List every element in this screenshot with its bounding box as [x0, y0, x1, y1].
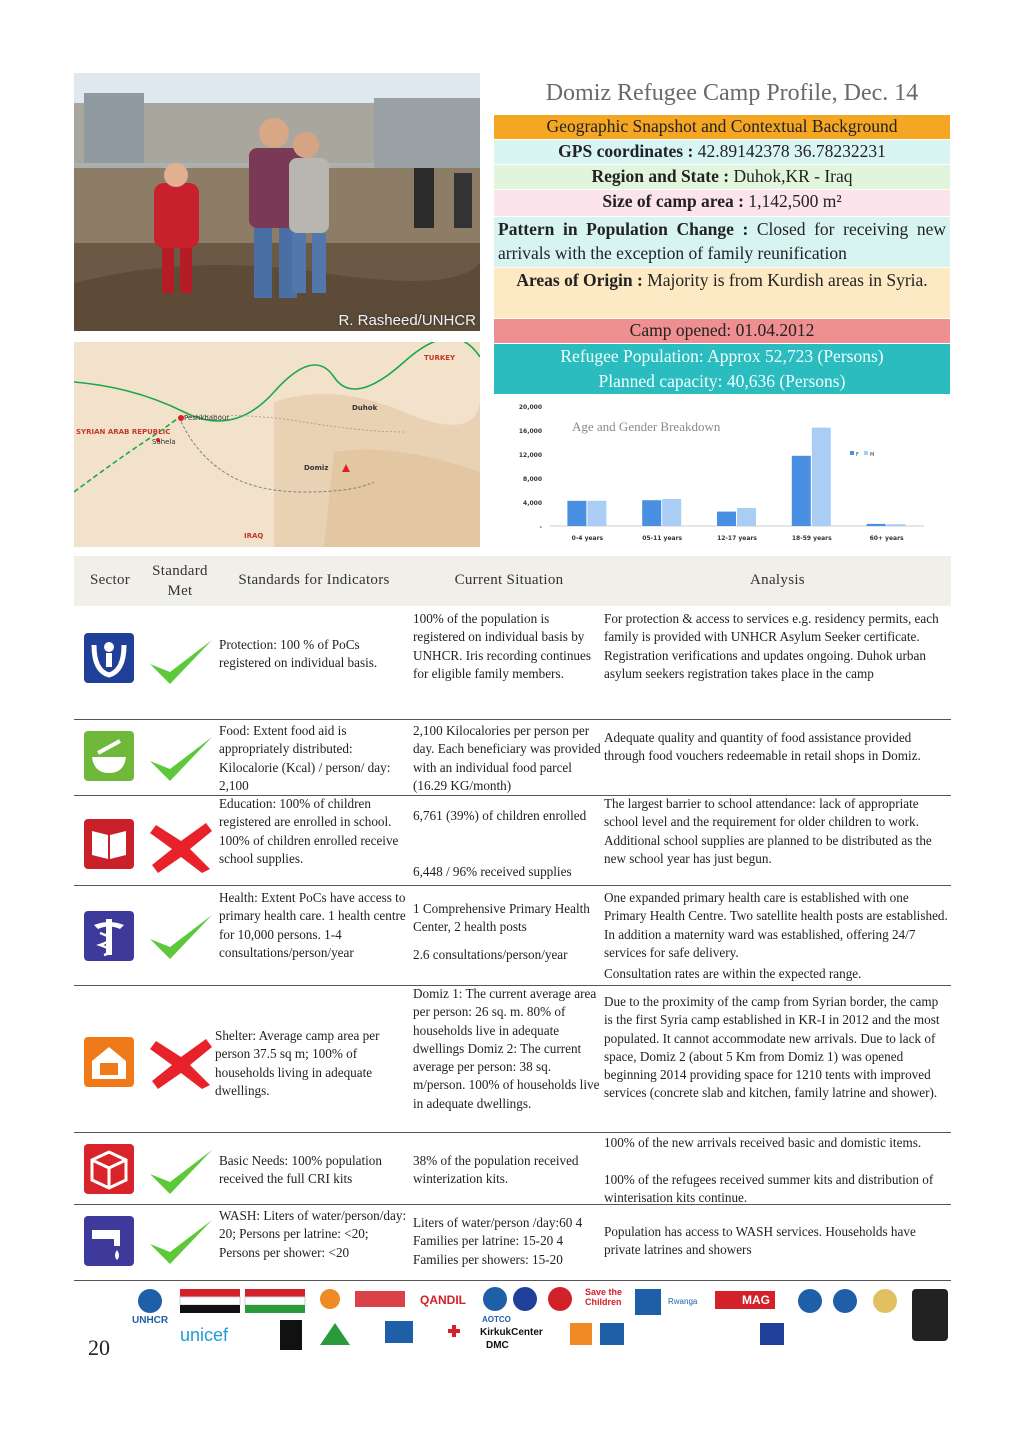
analysis-text: For protection & access to services e.g. residency permits, each family is provided with UNHCR Asylum Seeker certificate. Registration verifications and updates ongoing. Duhok urban asylum seekers registration takes place in the camp [604, 611, 939, 681]
bar-f [642, 500, 661, 526]
map-label-peshkhabour: Peshkhabour [184, 414, 230, 422]
partner-logos [130, 1285, 950, 1355]
table-row [74, 887, 951, 986]
table-row [74, 797, 951, 886]
current-text: 100% of the population is registered on individual basis by UNHCR. Iris recording continues for eligible family members. [413, 611, 591, 681]
analysis-text: The largest barrier to school attendance: lack of appropriate school level and the requirement for older children to work. Additional school supplies are planned to be distributed as the new school year has just begun. [604, 796, 932, 866]
y-tick-label: - [539, 524, 542, 531]
x-tick-label: 0-4 years [571, 535, 604, 542]
current-text: Liters of water/person /day:60 4 Families per latrine: 15-20 4 Families per showers: 15-20 [413, 1215, 583, 1267]
bar-f [867, 524, 886, 526]
standard-text: Education: 100% of children registered are enrolled in school. 100% of children enrolled receive school supplies. [219, 796, 399, 866]
map-label-iraq: IRAQ [244, 532, 264, 540]
camp-opened: Camp opened: 01.04.2012 [494, 319, 950, 343]
shelter-icon [84, 1037, 134, 1087]
current-text: 38% of the population received winterization kits. [413, 1153, 579, 1187]
table-header [74, 556, 951, 606]
location-map [74, 342, 480, 547]
legend-label: M [870, 452, 875, 458]
standard-text: Health: Extent PoCs have access to primary health care. 1 health centre for 10,000 persons. 1-4 consultations/person/year [219, 890, 406, 960]
basic-needs-icon [84, 1144, 134, 1194]
bar-f [792, 456, 811, 526]
chart-title: Age and Gender Breakdown [572, 419, 721, 434]
check-icon [146, 909, 216, 965]
x-tick-label: 60+ years [869, 535, 904, 542]
y-tick-label: 4,000 [523, 500, 542, 507]
qandil-logo: QANDIL [420, 1293, 466, 1307]
unhcr-logo: UNHCR [132, 1315, 169, 1326]
legend-swatch [850, 451, 854, 455]
standard-text: Shelter: Average camp area per person 37.5 sq m; 100% of households living in adequate dwellings. [215, 1028, 380, 1098]
table-row [74, 987, 951, 1133]
standard-text: WASH: Liters of water/person/day: 20; Persons per latrine: <20; Persons per shower: <20 [219, 1208, 407, 1260]
page-title: Domiz Refugee Camp Profile, Dec. 14 [545, 80, 919, 106]
area-row: Size of camp area : 1,142,500 m² [494, 190, 950, 216]
planned-capacity: Planned capacity: 40,636 (Persons) [598, 371, 846, 391]
education-icon [84, 819, 134, 869]
bar-m [812, 428, 831, 526]
check-icon [146, 731, 216, 787]
table-row [74, 721, 951, 796]
legend-label: F [856, 452, 859, 458]
cross-icon [146, 819, 216, 875]
current-consultations: 2.6 consultations/person/year [413, 947, 568, 962]
dmc-logo: DMC [486, 1340, 509, 1351]
age-gender-chart [494, 398, 950, 550]
table-row [74, 1206, 951, 1281]
save-the-children-logo: Save the Children [585, 1287, 623, 1307]
map-label-syria: SYRIAN ARAB REPUBLIC [76, 428, 171, 436]
y-tick-label: 16,000 [518, 428, 542, 435]
bar-m [662, 499, 681, 526]
legend-swatch [864, 451, 868, 455]
analysis-note: Consultation rates are within the expected range. [604, 966, 862, 981]
standard-text: Food: Extent food aid is appropriately distributed: Kilocalorie (Kcal) / person/ day: 2,100 [219, 723, 391, 793]
current-supplies: 6,448 / 96% received supplies [413, 864, 572, 879]
bar-f [567, 501, 586, 526]
cross-icon [146, 1035, 216, 1091]
y-tick-label: 20,000 [518, 404, 542, 411]
analysis-text: Adequate quality and quantity of food assistance provided through food vouchers redeemable in retail shops in Domiz. [604, 730, 921, 764]
header-standards: Standards for Indicators [238, 572, 390, 588]
section-heading: Geographic Snapshot and Contextual Background [494, 115, 950, 139]
map-label-sahela: Sahela [152, 438, 176, 446]
rwanga-logo: Rwanga [668, 1297, 698, 1306]
health-icon [84, 911, 134, 961]
unicef-logo: unicef [180, 1325, 229, 1345]
header-standard-met: Standard Met [152, 563, 208, 599]
analysis-text: Population has access to WASH services. Households have private latrines and showers [604, 1224, 916, 1258]
kirkuk-center-logo: KirkukCenter [480, 1327, 543, 1338]
pattern-row: Pattern in Population Change : Closed for receiving new arrivals with the exception of family reunification [494, 217, 950, 267]
food-icon [84, 731, 134, 781]
current-text: 1 Comprehensive Primary Health Center, 2 health posts [413, 901, 590, 935]
header-analysis: Analysis [750, 572, 805, 588]
bar-m [737, 508, 756, 526]
map-label-duhok: Duhok [352, 404, 378, 412]
x-tick-label: 18-59 years [791, 535, 832, 542]
photo-credit: R. Rasheed/UNHCR [338, 312, 476, 329]
header-sector: Sector [89, 572, 131, 588]
camp-photo [74, 73, 480, 331]
current-text: 6,761 (39%) of children enrolled [413, 808, 587, 823]
map-label-domiz: Domiz [304, 464, 329, 472]
bar-f [717, 512, 736, 526]
y-tick-label: 12,000 [518, 452, 542, 459]
bar-m [587, 501, 606, 526]
table-row [74, 608, 951, 720]
check-icon [146, 634, 216, 690]
map-label-turkey: TURKEY [424, 354, 456, 362]
table-row [74, 1134, 951, 1205]
analysis-text: One expanded primary health care is established with one Primary Health Centre. Two satellite health posts are established. In addition a maternity ward was established, offering 24/7 services for safe delivery. [604, 890, 948, 960]
check-icon [146, 1144, 216, 1200]
x-tick-label: 05-11 years [642, 535, 683, 542]
refugee-population: Refugee Population: Approx 52,723 (Persons) [560, 346, 884, 366]
protection-icon [84, 633, 134, 683]
standard-text: Protection: 100 % of PoCs registered on individual basis. [219, 637, 378, 671]
x-tick-label: 12-17 years [717, 535, 757, 542]
check-icon [146, 1214, 216, 1270]
wash-icon [84, 1216, 134, 1266]
page-number: 20 [88, 1335, 110, 1360]
analysis-note: 100% of the refugees received summer kits and distribution of winterisation kits continue. [604, 1172, 934, 1206]
y-tick-label: 8,000 [523, 476, 542, 483]
region-row: Region and State : Duhok,KR - Iraq [494, 165, 950, 189]
population-box [494, 344, 950, 394]
bar-m [887, 524, 906, 526]
analysis-text: Due to the proximity of the camp from Syrian border, the camp is the first Syria camp established in KR-I in 2012 and the most populated. It cannot accommodate new arrivals. Due to lack of space, Domiz 2 (about 5 Km from Domiz 1) was opened beginning 2014 providing space for 1210 tents with improved services (concrete slab and kitchen, family latrine and shower). [604, 994, 940, 1101]
current-text: Domiz 1: The current average area per person: 26 sq. m. 80% of households live in adequate dwellings Domiz 2: The current average per person: 38 sq. m/person. 100% of households live in adequate dwellings. [413, 986, 600, 1111]
analysis-text: 100% of the new arrivals received basic and domistic items. [604, 1135, 922, 1150]
origin-row: Areas of Origin : Majority is from Kurdish areas in Syria. [494, 268, 950, 318]
gps-row: GPS coordinates : 42.89142378 36.78232231 [494, 140, 950, 164]
standard-text: Basic Needs: 100% population received the full CRI kits [219, 1153, 382, 1187]
aotco-logo: AOTCO [482, 1315, 511, 1324]
current-text: 2,100 Kilocalories per person per day. Each beneficiary was provided with an individual food parcel (16.29 KG/month) [413, 723, 601, 793]
header-current: Current Situation [454, 572, 564, 588]
mag-logo: MAG [742, 1293, 770, 1307]
